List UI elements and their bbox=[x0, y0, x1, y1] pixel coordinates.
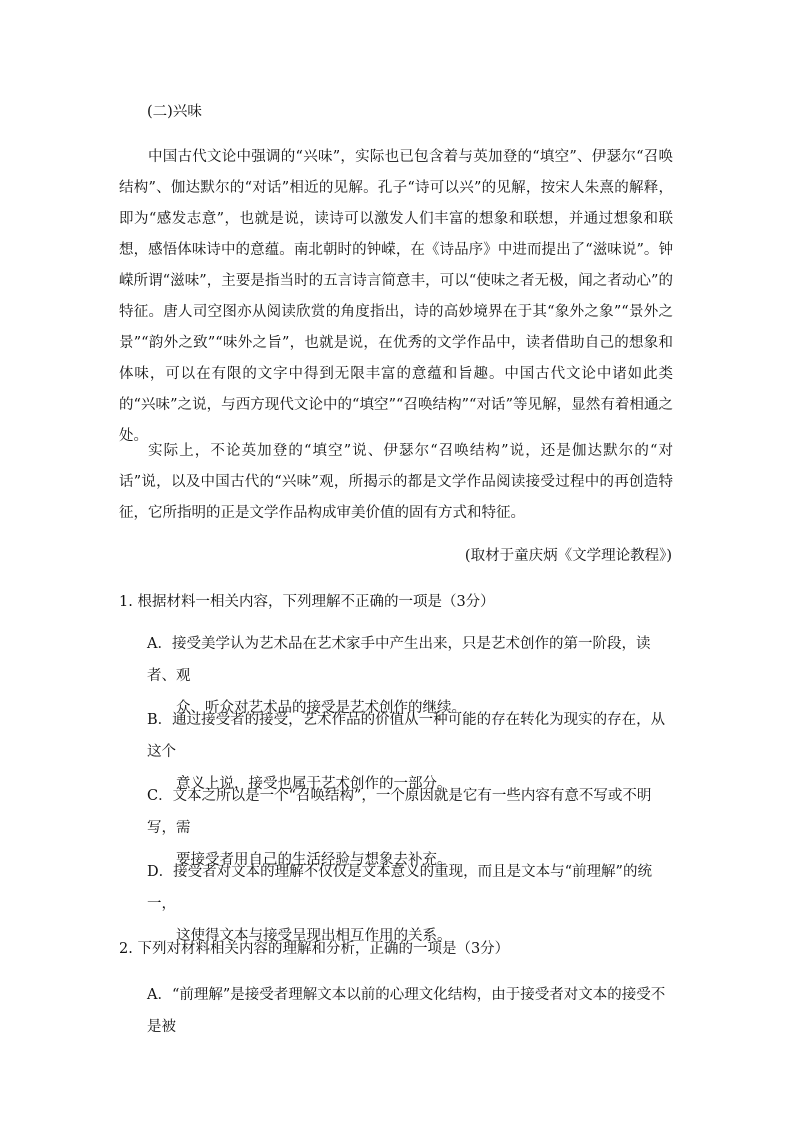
question-stem: 2. 下列对材料相关内容的理解和分析，正确的一项是（3分） bbox=[119, 941, 510, 957]
body-paragraph: 中国古代文论中强调的“兴味”，实际也已包含着与英加登的“填空”、伊瑟尔“召唤结构”、伽达默尔的“对话”相近的见解。孔子“诗可以兴”的见解，按宋人朱熹的解释，即为“感发志意”，也就是说，读诗可以激发人们丰富的想象和联想，并通过想象和联想，感悟体味诗中的意蕴。南北朝时的钟嵘，在《诗品序》中进而提出了“滋味说”。钟嵘所谓“滋味”，主要是指当时的五言诗言简意丰，可以“使味之者无极，闻之者动心”的特征。唐人司空图亦从阅读欣赏的角度指出，诗的高妙境界在于其“象外之象”“景外之景”“韵外之致”“味外之旨”，也就是说，在优秀的文学作品中，读者借助自己的想象和体味，可以在有限的文字中得到无限丰富的意蕴和旨趣。中国古代文论中诸如此类的“兴味”之说，与西方现代文论中的“填空”“召唤结构”“对话”等见解，显然有着相通之处。 bbox=[119, 149, 673, 444]
answer-option bbox=[147, 979, 674, 1043]
option-letter: A． bbox=[147, 987, 172, 1003]
option-text: “前理解”是接受者理解文本以前的心理文化结构，由于接受者对文本的接受不是被 bbox=[147, 987, 666, 1035]
option-letter: D． bbox=[147, 864, 174, 880]
option-letter: B． bbox=[147, 712, 173, 728]
question-stem: 1. 根据材料一相关内容，下列理解不正确的一项是（3分） bbox=[119, 594, 495, 610]
option-text: 接受者对文本的理解不仅仅是文本意义的重现，而且是文本与“前理解”的统一， bbox=[147, 864, 652, 912]
option-letter: C． bbox=[147, 788, 173, 804]
body-paragraph: 实际上，不论英加登的“填空”说、伊瑟尔“召唤结构”说，还是伽达默尔的“对话”说，以及中国古代的“兴味”观，所揭示的都是文学作品阅读接受过程中的再创造特征，它所指明的正是文学作品构成审美价值的固有方式和特征。 bbox=[119, 443, 673, 521]
option-text-continued: 意义上说，接受也属于艺术创作的一部分。 bbox=[176, 776, 452, 792]
option-text: 通过接受者的接受，艺术作品的价值从一种可能的存在转化为现实的存在，从这个 bbox=[147, 712, 666, 760]
option-letter: A． bbox=[147, 636, 172, 652]
source-citation: (取材于童庆炳《文学理论教程》) bbox=[464, 548, 672, 564]
option-text-continued: 众、听众对艺术品的接受是艺术创作的继续。 bbox=[176, 700, 466, 716]
option-text-continued: 这使得文本与接受呈现出相互作用的关系。 bbox=[176, 928, 452, 944]
option-text-continued: 要接受者用自己的生活经验与想象去补充。 bbox=[176, 852, 452, 868]
option-text: 接受美学认为艺术品在艺术家手中产生出来，只是艺术创作的第一阶段，读者、观 bbox=[147, 636, 651, 684]
section-title: (二)兴味 bbox=[147, 104, 202, 120]
option-text: 文本之所以是一个“召唤结构”，一个原因就是它有一些内容有意不写或不明写，需 bbox=[147, 788, 652, 836]
